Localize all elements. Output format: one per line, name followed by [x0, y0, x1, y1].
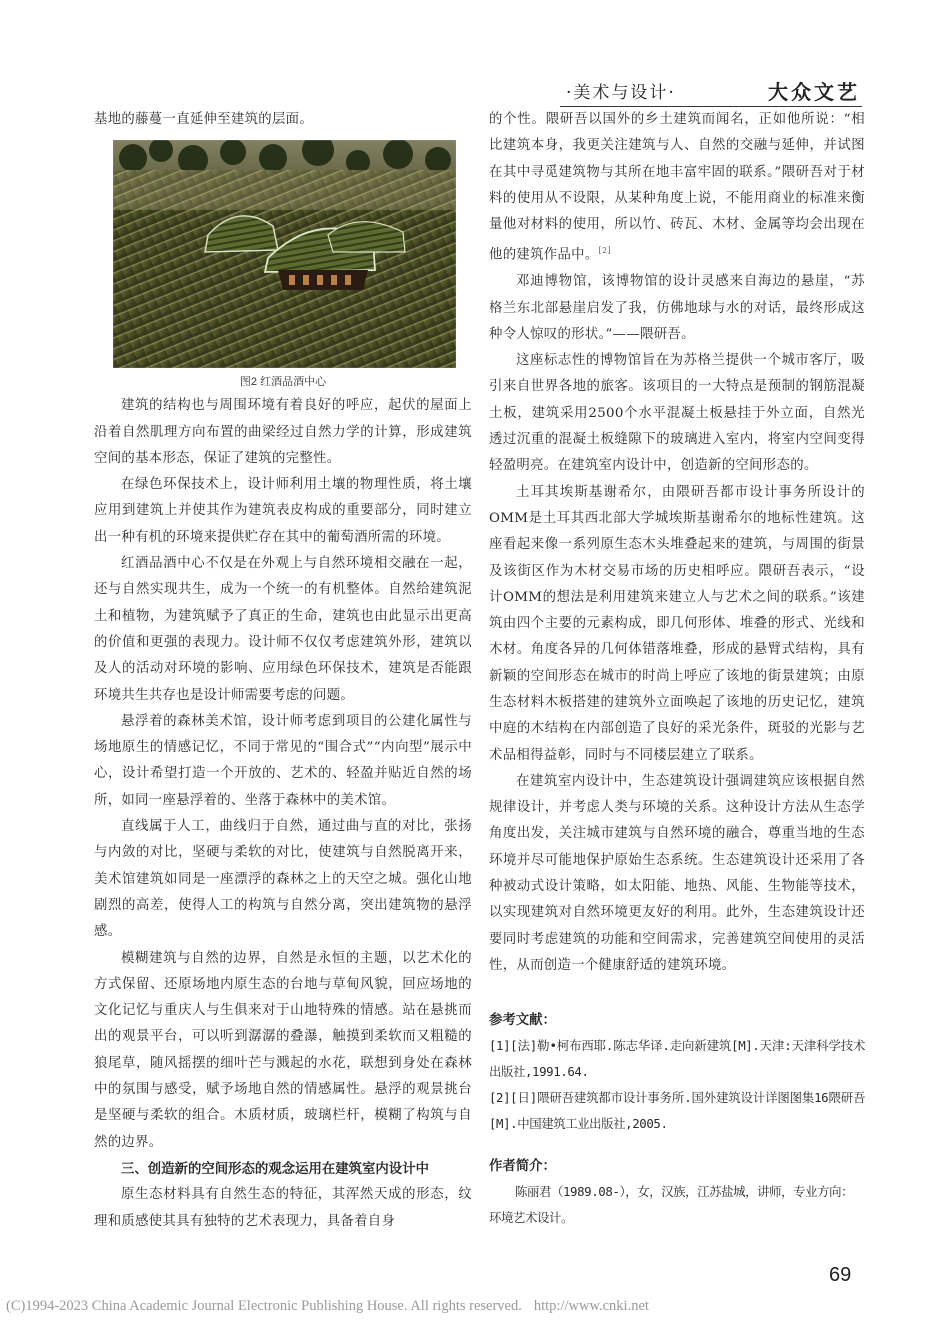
paragraph: 建筑的结构也与周围环境有着良好的呼应，起伏的屋面上沿着自然肌理方向布置的曲梁经过自然力学的计算，形成建筑空间的基本形态，保证了建筑的完整性。 [94, 398, 472, 466]
section-heading: 三、创造新的空间形态的观念运用在建筑室内设计中 [121, 1160, 429, 1176]
footer [6, 1298, 649, 1315]
paragraph-text: 的个性。隈研吾以国外的乡土建筑而闻名，正如他所说：“相比建筑本身，我更关注建筑与人、自然的交融与延伸，并试图在其中寻觅建筑物与其所在地丰富牢固的联系。”隈研吾对于材料的使用从不设限，从某种角度上说，不能用商业的标准来衡量他对材料的使用，所以竹、砖瓦、木材、金属等均会出现在他的建筑作品中。 [489, 112, 865, 263]
left-column [94, 107, 472, 1235]
right-column [489, 107, 865, 1231]
footer-link[interactable]: http://www.cnki.net [533, 1298, 649, 1314]
paragraph: 这座标志性的博物馆旨在为苏格兰提供一个城市客厅，吸引来自世界各地的旅客。该项目的一大特点是预制的钢筋混凝土板，建筑采用2500个水平混凝土板悬挂于外立面，自然光透过沉重的混凝土板缝隙下的玻璃进入室内，将室内空间变得轻盈明亮。在建筑室内设计中，创造新的空间形态的。 [489, 353, 865, 474]
paragraph [489, 107, 865, 269]
paragraph: 悬浮着的森林美术馆，设计师考虑到项目的公建化属性与场地原生的情感记忆，不同于常见的“围合式”“内向型”展示中心，设计希望打造一个开放的、艺术的、轻盈并贴近自然的场所，如同一座悬浮着的、坐落于森林中的美术馆。 [94, 713, 472, 808]
vineyard-photo [113, 140, 456, 368]
references-heading: 参考文献： [489, 1012, 556, 1028]
page-number: 69 [829, 1264, 852, 1286]
magazine-title: 大众文艺 [768, 80, 860, 104]
paragraph: 直线属于人工，曲线归于自然，通过曲与直的对比，张扬与内敛的对比，坚硬与柔软的对比，使建筑与自然脱离开来，美术馆建筑如同是一座漂浮的森林之上的天空之城。强化山地剧烈的高差，使得人工的构筑与自然分离，突出建筑物的悬浮感。 [94, 819, 472, 940]
paragraph: 模糊建筑与自然的边界，自然是永恒的主题，以艺术化的方式保留、还原场地内原生态的台地与草甸风貌，回应场地的文化记忆与重庆人与生俱来对于山地特殊的情感。站在悬挑而出的观景平台，可以听到潺潺的叠瀑，触摸到柔软而又粗糙的狼尾草，随风摇摆的细叶芒与溅起的水花，联想到身处在森林中的氛围与感受，赋予场地自然的情感属性。悬浮的观景挑台是坚硬与柔软的组合。木质材质，玻璃栏杆，模糊了构筑与自然的边界。 [94, 950, 472, 1150]
reference-item: [1][法]勒•柯布西耶.陈志华译.走向新建筑[M].天津:天津科学技术出版社,1991.64. [489, 1038, 865, 1080]
paragraph: 红酒品酒中心不仅是在外观上与自然环境相交融在一起，还与自然实现共生，成为一个统一的有机整体。自然给建筑泥土和植物，为建筑赋予了真正的生命，建筑也由此显示出更高的价值和更强的表现力。设计师不仅仅考虑建筑外形，建筑以及人的活动对环境的影响、应用绿色环保技术，建筑是否能跟环境共生共存也是设计师需要考虑的问题。 [94, 556, 472, 703]
paragraph: 基地的藤蔓一直延伸至建筑的层面。 [94, 112, 314, 127]
paragraph: 在绿色环保技术上，设计师利用土壤的物理性质，将土壤应用到建筑上并使其作为建筑表皮构成的重要部分，同时建立出一种有机的环境来提供贮存在其中的葡萄酒所需的环境。 [94, 477, 472, 545]
running-header [566, 78, 866, 104]
citation: [2] [598, 246, 611, 256]
paragraph: 在建筑室内设计中，生态建筑设计强调建筑应该根据自然规律设计，并考虑人类与环境的关系。这种设计方法从生态学角度出发，关注城市建筑与自然环境的融合，尊重当地的生态环境并尽可能地保护原始生态系统。生态建筑设计还采用了各种被动式设计策略，如太阳能、地热、风能、生物能等技术，以实现建筑对自然环境更友好的利用。此外，生态建筑设计还要同时考虑建筑的功能和空间需求，完善建筑空间使用的灵活性，从而创造一个健康舒适的建筑环境。 [489, 773, 865, 973]
figure-caption: 图2 红酒品酒中心 [239, 376, 327, 389]
figure-wine-tasting-center [113, 140, 456, 368]
paragraph: 土耳其埃斯基谢希尔，由隈研吾都市设计事务所设计的OMM是土耳其西北部大学城埃斯基谢希尔的地标性建筑。这座看起来像一系列原生态木头堆叠起来的建筑，与周围的街景及该街区作为木材交易市场的历史相呼应。隈研吾表示，“设计OMM的想法是利用建筑来建立人与艺术之间的联系。”该建筑由四个主要的元素构成，即几何形体、堆叠的形式、光线和木材。角度各异的几何体错落堆叠，形成的悬臂式结构，具有新颖的空间形态在城市的时尚上呼应了该地的街景建筑；由原生态材料木板搭建的建筑外立面唤起了该地的历史记忆，建筑中庭的木结构在内部创造了良好的采光条件，斑驳的光影与艺术品相得益彰，同时与不同楼层建立了联系。 [489, 484, 865, 763]
column-name: ·美术与设计· [566, 83, 676, 103]
paragraph: 原生态材料具有自然生态的特征，其浑然天成的形态，纹理和质感使其具有独特的艺术表现力，具备着自身 [94, 1187, 472, 1229]
author-heading: 作者简介： [489, 1158, 556, 1174]
author-bio: 陈丽君（1989.08-），女，汉族，江苏盐城，讲师，专业方向：环境艺术设计。 [489, 1184, 854, 1226]
copyright-text: (C)1994-2023 China Academic Journal Electronic Publishing House. All rights reserved. [6, 1298, 522, 1314]
reference-item: [2][日]隈研吾建筑都市设计事务所.国外建筑设计详图图集16隈研吾[M].中国建筑工业出版社,2005. [489, 1090, 866, 1132]
paragraph: 邓迪博物馆，该博物馆的设计灵感来自海边的悬崖，“苏格兰东北部悬崖启发了我，仿佛地球与水的对话，最终形成这种令人惊叹的形状。”——隈研吾。 [489, 274, 865, 342]
